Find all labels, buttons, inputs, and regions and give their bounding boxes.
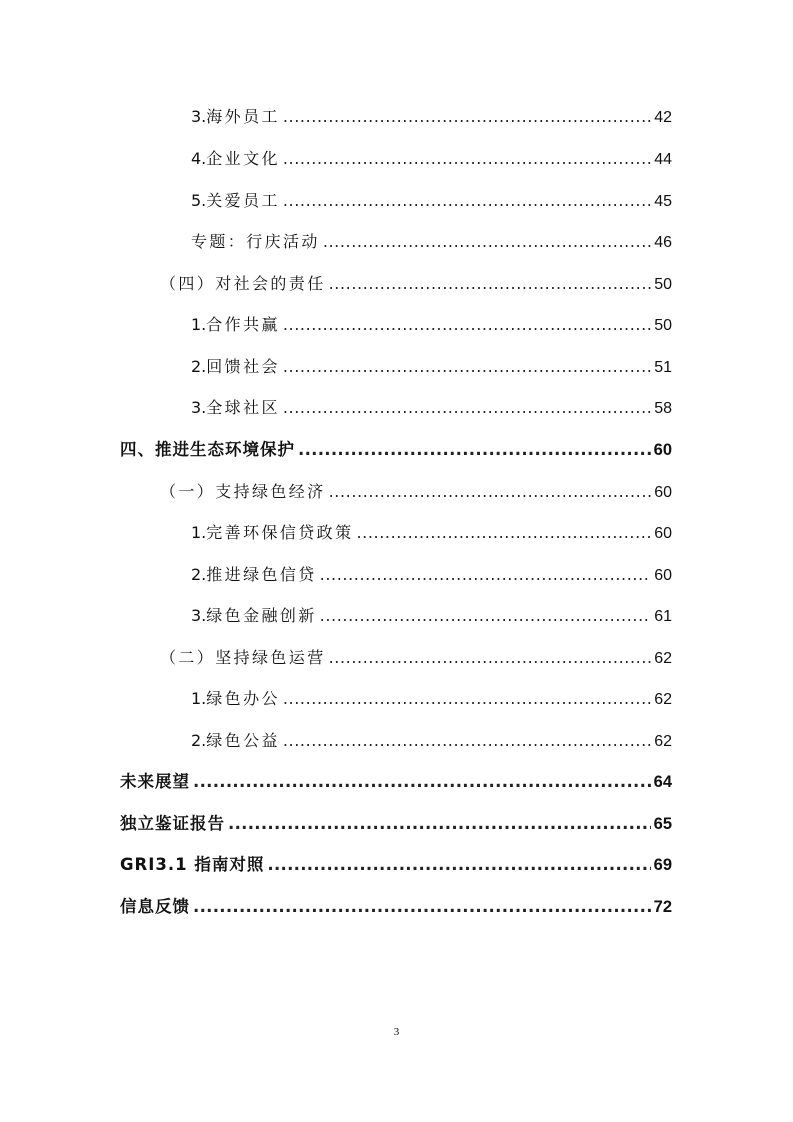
dot-leader [320, 604, 652, 628]
toc-entry-title: 绿色金融创新 [206, 606, 317, 625]
dot-leader [193, 895, 651, 919]
toc-entry[interactable] [191, 687, 672, 711]
dot-leader [267, 853, 650, 877]
dot-leader [193, 770, 651, 794]
toc-entry[interactable] [191, 729, 672, 753]
toc-entry[interactable] [191, 147, 672, 171]
toc-entry-title: GRI3.1 指南对照 [120, 855, 265, 874]
toc-entry[interactable] [160, 480, 672, 504]
dot-leader [323, 230, 651, 254]
dot-leader [283, 313, 651, 337]
toc-entry-number: 4. [191, 149, 207, 168]
dot-leader [320, 563, 652, 587]
dot-leader [329, 272, 652, 296]
toc-entry[interactable] [191, 105, 672, 129]
toc-entry[interactable] [191, 313, 672, 337]
toc-entry-title: 完善环保信贷政策 [206, 523, 354, 542]
dot-leader [298, 438, 651, 462]
toc-entry-chapter[interactable] [120, 853, 672, 877]
dot-leader [283, 687, 651, 711]
toc-entry[interactable] [191, 604, 672, 628]
toc-entry-title: 全球社区 [206, 398, 280, 417]
dot-leader [329, 646, 652, 670]
toc-entry-number: 1. [191, 523, 207, 542]
toc-entry-page: 65 [653, 815, 672, 833]
toc-entry-title: 关爱员工 [206, 191, 280, 210]
toc-entry[interactable] [191, 396, 672, 420]
toc-entry-chapter[interactable] [120, 770, 672, 794]
toc-entry-number: 2. [191, 565, 207, 584]
toc-entry-title: 独立鉴证报告 [120, 814, 225, 833]
toc-entry-title: （二）坚持绿色运营 [160, 648, 326, 667]
dot-leader [283, 729, 651, 753]
toc-entry-title: （四）对社会的责任 [160, 274, 326, 293]
toc-entry-title: （一）支持绿色经济 [160, 482, 326, 501]
toc-entry-chapter[interactable] [120, 812, 672, 836]
toc-entry-page: 61 [654, 608, 672, 625]
toc-entry-number: 3. [191, 107, 207, 126]
toc-entry-page: 50 [654, 276, 672, 293]
toc-entry-page: 62 [654, 650, 672, 667]
dot-leader [329, 480, 652, 504]
toc-entry-chapter[interactable] [120, 895, 672, 919]
toc-entry-title: 未来展望 [120, 772, 190, 791]
toc-entry-title: 四、推进生态环境保护 [120, 440, 295, 459]
toc-entry-title: 专题：行庆活动 [191, 232, 320, 251]
toc-entry[interactable] [160, 272, 672, 296]
toc-entry-page: 50 [654, 317, 672, 334]
toc-entry-page: 58 [654, 400, 672, 417]
toc-entry-number: 3. [191, 606, 207, 625]
toc-entry-page: 60 [654, 567, 672, 584]
toc-entry-page: 45 [654, 193, 672, 210]
toc-entry-title: 回馈社会 [206, 357, 280, 376]
page-number-footer: 3 [393, 1026, 400, 1038]
toc-entry-title: 海外员工 [206, 107, 280, 126]
toc-entry[interactable] [191, 355, 672, 379]
toc-entry-page: 60 [654, 525, 672, 542]
toc-entry-page: 64 [653, 773, 672, 791]
toc-entry-chapter[interactable] [120, 438, 672, 462]
toc-entry-number: 5. [191, 191, 207, 210]
toc-entry-title: 信息反馈 [120, 897, 190, 916]
toc-entry-page: 51 [654, 359, 672, 376]
toc-entry-page: 44 [654, 151, 672, 168]
toc-entry-title: 合作共赢 [206, 315, 280, 334]
toc-entry[interactable] [160, 646, 672, 670]
toc-entry-page: 60 [654, 484, 672, 501]
toc-entry[interactable] [191, 189, 672, 213]
toc-entry-title: 绿色办公 [206, 689, 280, 708]
toc-entry[interactable] [191, 230, 672, 254]
toc-entry-page: 46 [654, 234, 672, 251]
dot-leader [283, 396, 651, 420]
toc-entry-page: 60 [653, 441, 672, 459]
dot-leader [283, 355, 651, 379]
toc-entry-number: 2. [191, 731, 207, 750]
toc-entry-number: 3. [191, 398, 207, 417]
toc-entry-page: 69 [653, 856, 672, 874]
toc-entry-title: 绿色公益 [206, 731, 280, 750]
toc-entry-page: 62 [654, 733, 672, 750]
toc-entry-number: 1. [191, 689, 207, 708]
toc-entry-page: 42 [654, 109, 672, 126]
toc-entry[interactable] [191, 521, 672, 545]
toc-entry-title: 推进绿色信贷 [206, 565, 317, 584]
dot-leader [283, 105, 651, 129]
toc-entry-title: 企业文化 [206, 149, 280, 168]
dot-leader [228, 812, 651, 836]
toc-entry-page: 62 [654, 691, 672, 708]
dot-leader [283, 189, 651, 213]
toc-entry[interactable] [191, 563, 672, 587]
toc-entry-page: 72 [653, 898, 672, 916]
toc-entry-number: 2. [191, 357, 207, 376]
toc-entry-number: 1. [191, 315, 207, 334]
dot-leader [356, 521, 651, 545]
dot-leader [283, 147, 651, 171]
